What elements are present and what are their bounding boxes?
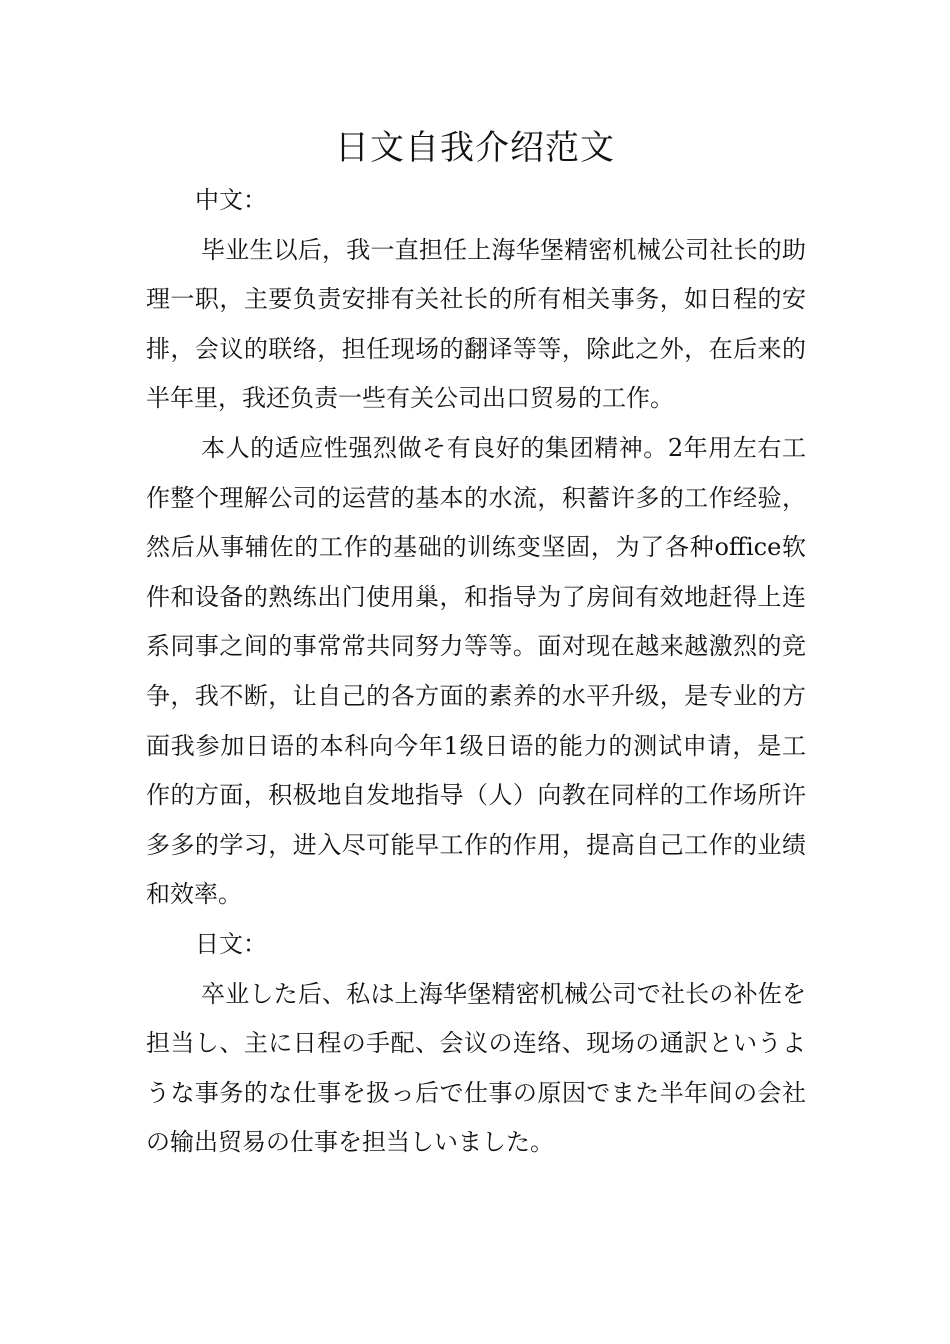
chinese-paragraph-2: 本人的适应性强烈做そ有良好的集团精神。2年用左右工作整个理解公司的运营的基本的水流，积蓄许多的工作经验，然后从事辅佐的工作的基础的训练变坚固，为了各种office软件和设备的熟练出门使用巢，和指导为了房间有效地赶得上连系同事之间的事常常共同努力等等。面对现在越来越激烈的竞争，我不断，让自己的各方面的素养的水平升级，是专业的方面我参加日语的本科向今年1级日语的能力的测试申请，是工作的方面，积极地自发地指导（人）向教在同样的工作场所许多多的学习，进入尽可能早工作的作用，提高自己工作的业绩和效率。 bbox=[146, 433, 806, 909]
chinese-paragraph-1: 毕业生以后，我一直担任上海华堡精密机械公司社长的助理一职，主要负责安排有关社长的所有相关事务，如日程的安排，会议的联络，担任现场的翻译等等，除此之外，在后来的半年里，我还负责一些有关公司出口贸易的工作。 bbox=[146, 235, 806, 413]
japanese-paragraph-1: 卒业した后、私は上海华堡精密机械公司で社长の补佐を担当し、主に日程の手配、会议の连络、现场の通訳というような事务的な仕事を扱っ后で仕事の原因でまた半年间の会社の输出贸易の仕事を担当しいました。 bbox=[146, 979, 806, 1157]
document-title: 日文自我介绍范文 bbox=[335, 128, 615, 168]
japanese-section-label: 日文： bbox=[195, 929, 267, 958]
document-body bbox=[146, 176, 806, 1168]
chinese-section-label: 中文： bbox=[195, 186, 267, 214]
